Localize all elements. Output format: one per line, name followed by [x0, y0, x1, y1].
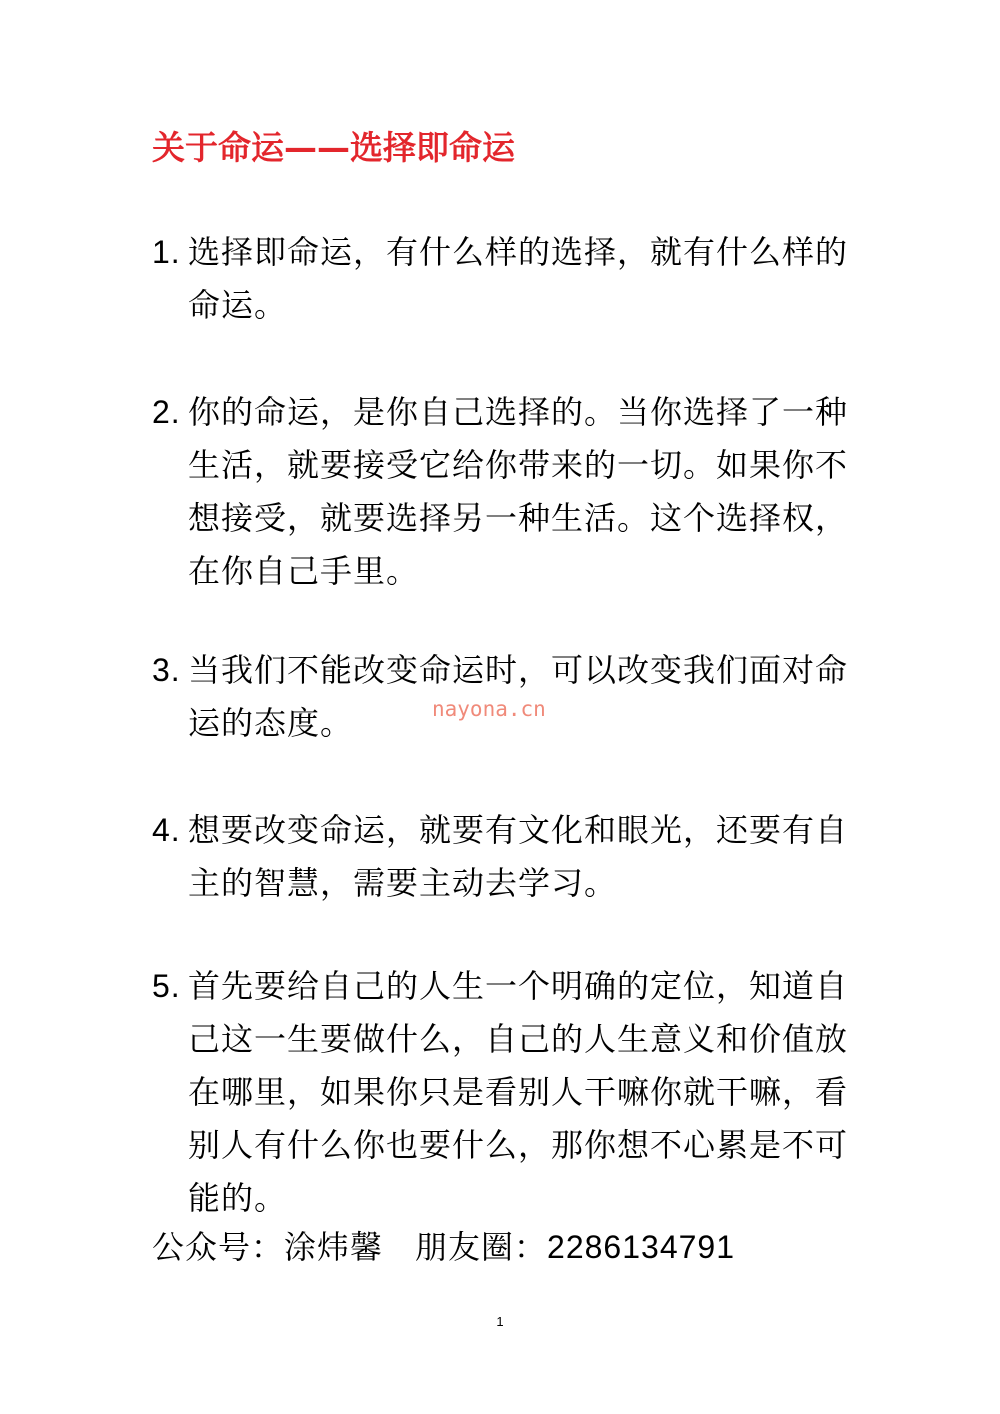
moments-id: 2286134791 [547, 1229, 735, 1265]
list-item-text: 当我们不能改变命运时，可以改变我们面对命运的态度。 [188, 651, 849, 742]
document-title: 关于命运——选择即命运 [152, 128, 515, 167]
list-item-number: 3. [152, 652, 181, 688]
watermark: nayona.cn [432, 697, 546, 721]
contact-footer [152, 1222, 735, 1272]
moments-label: 朋友圈： [415, 1228, 548, 1266]
list-item [152, 226, 852, 332]
public-account-label: 公众号：涂炜馨 [152, 1228, 384, 1266]
page-number: 1 [496, 1314, 504, 1329]
list-item [152, 804, 852, 910]
list-item-text: 想要改变命运，就要有文化和眼光，还要有自主的智慧，需要主动去学习。 [188, 811, 849, 902]
list-item-text: 你的命运，是你自己选择的。当你选择了一种生活，就要接受它给你带来的一切。如果你不想接受，就要选择另一种生活。这个选择权，在你自己手里。 [188, 393, 849, 590]
list-item-number: 2. [152, 394, 181, 430]
list-item [152, 386, 852, 598]
list-item-number: 4. [152, 812, 181, 848]
list-item [152, 960, 852, 1225]
list-item-number: 5. [152, 968, 181, 1004]
list-item-number: 1. [152, 234, 181, 270]
list-item-text: 首先要给自己的人生一个明确的定位，知道自己这一生要做什么，自己的人生意义和价值放在哪里，如果你只是看别人干嘛你就干嘛，看别人有什么你也要什么，那你想不心累是不可能的。 [188, 967, 849, 1217]
list-item-text: 选择即命运，有什么样的选择，就有什么样的命运。 [188, 233, 849, 324]
